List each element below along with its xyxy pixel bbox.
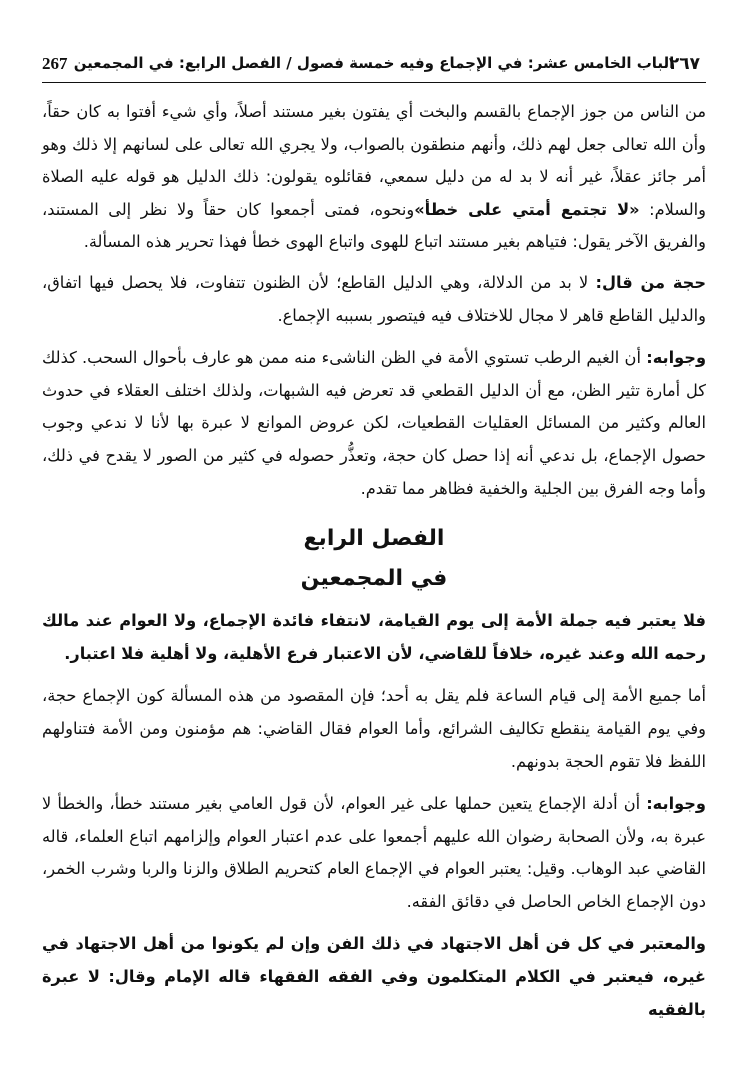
paragraph-2-text: لا بد من الدلالة، وهي الدليل القاطع؛ لأن الظنون تتفاوت، فلا يحصل فيها اتفاق، والدليل القاطع قاهر لا مجال للاختلاف فيه فيتصور بسببه الإجماع. xyxy=(42,272,706,325)
paragraph-1-text: من الناس من جوز الإجماع بالقسم والبخت أي يفتون بغير مستند أصلاً، وأي شيء أفتوا به كان حقاً، وأن الله تعالى جعل لهم ذلك، وأنهم منطقون بالصواب، ولا يجري الله تعالى على لسانهم إلا ذلك وهو أمر جائز عقلاً، غير أنه لا بد له من دليل سمعي، فقائلوه يقولون: ذلك الدليل هو قوله عليه الصلاة والسلام: xyxy=(42,102,706,219)
paragraph-1 xyxy=(42,96,706,259)
paragraph-3-lead: وجوابه: xyxy=(646,348,707,368)
page-header xyxy=(42,52,706,83)
chapter-title: الفصل الرابع xyxy=(303,526,445,552)
paragraph-6-text: أن أدلة الإجماع يتعين حملها على غير العوام، لأن قول العامي بغير مستند خطأ، والخطأ لا عبرة به، ولأن الصحابة رضوان الله عليهم أجمعوا على عدم اعتبار العوام وإلزامهم اتباع العلماء، قاله القاضي عبد الوهاب. وقيل: يعتبر العوام في الإجماع العام كتحريم الطلاق والزنا والربا وشرب الخمر، دون الإجماع الخاص الحاصل في دقائق الفقه. xyxy=(42,794,706,911)
page-number-latin: 267 xyxy=(42,54,68,73)
paragraph-7: والمعتبر في كل فن أهل الاجتهاد في ذلك الفن وإن لم يكونوا من أهل الاجتهاد في غيره، فيعتبر في الكلام المتكلمون وفي الفقه الفقهاء قاله الإمام وقال: لا عبرة بالفقيه xyxy=(42,934,706,1019)
running-title: الباب الخامس عشر: في الإجماع وفيه خمسة فصول / الفصل الرابع: في المجمعين xyxy=(73,54,675,72)
paragraph-6-lead: وجوابه: xyxy=(646,794,706,814)
paragraph-5: أما جميع الأمة إلى قيام الساعة فلم يقل به أحد؛ فإن المقصود من هذه المسألة كون الإجماع حجة، وفي يوم القيامة ينقطع تكاليف الشرائع، وأما العوام فقال القاضي: هم مؤمنون ومن الأمة فتناولهم اللفظ فلا تقوم الحجة بدونهم. xyxy=(42,686,706,771)
paragraph-3 xyxy=(42,342,706,505)
paragraph-2 xyxy=(42,267,706,332)
hadith-quote: «لا تجتمع أمتي على خطأ» xyxy=(414,199,640,219)
paragraph-2-lead: حجة من قال: xyxy=(595,272,706,292)
paragraph-1-end: ونحوه، فمتى أجمعوا كان حقاً ولا نظر إلى المستند، والفريق الآخر يقول: فتياهم بغير مستند اتباع للهوى واتباع الهوى خطأ فهذا تحرير هذه المسألة. xyxy=(42,199,706,252)
page-number-arabic: ٢٦٧ xyxy=(668,54,700,74)
page-body xyxy=(42,96,706,1036)
chapter-subtitle: في المجمعين xyxy=(300,566,448,592)
paragraph-6 xyxy=(42,788,706,918)
paragraph-4: فلا يعتبر فيه جملة الأمة إلى يوم القيامة، لانتفاء فائدة الإجماع، ولا العوام عند مالك رحمه الله وعند غيره، خلافاً للقاضي، لأن الاعتبار فرع الأهلية، ولا أهلية فلا اعتبار. xyxy=(42,611,706,663)
paragraph-3-text: أن الغيم الرطب تستوي الأمة في الظن الناشىء منه ممن هو عارف بأحوال السحب. كذلك كل أمارة تثير الظن، مع أن الدليل القطعي قد تعرض فيه الشبهات، ولذلك اختلف العقلاء في حدوث العالم وكثير من المسائل العقليات القطعيات، لكن عروض الموانع لا عبرة بها لأنا لا ندعي وجوب حصول الإجماع، بل ندعي أنه إذا حصل كان حجة، وتعذُّر حصوله في كثير من الصور لا يقدح في ذلك، وأما وجه الفرق بين الجلية والخفية فظاهر مما تقدم. xyxy=(42,348,706,498)
